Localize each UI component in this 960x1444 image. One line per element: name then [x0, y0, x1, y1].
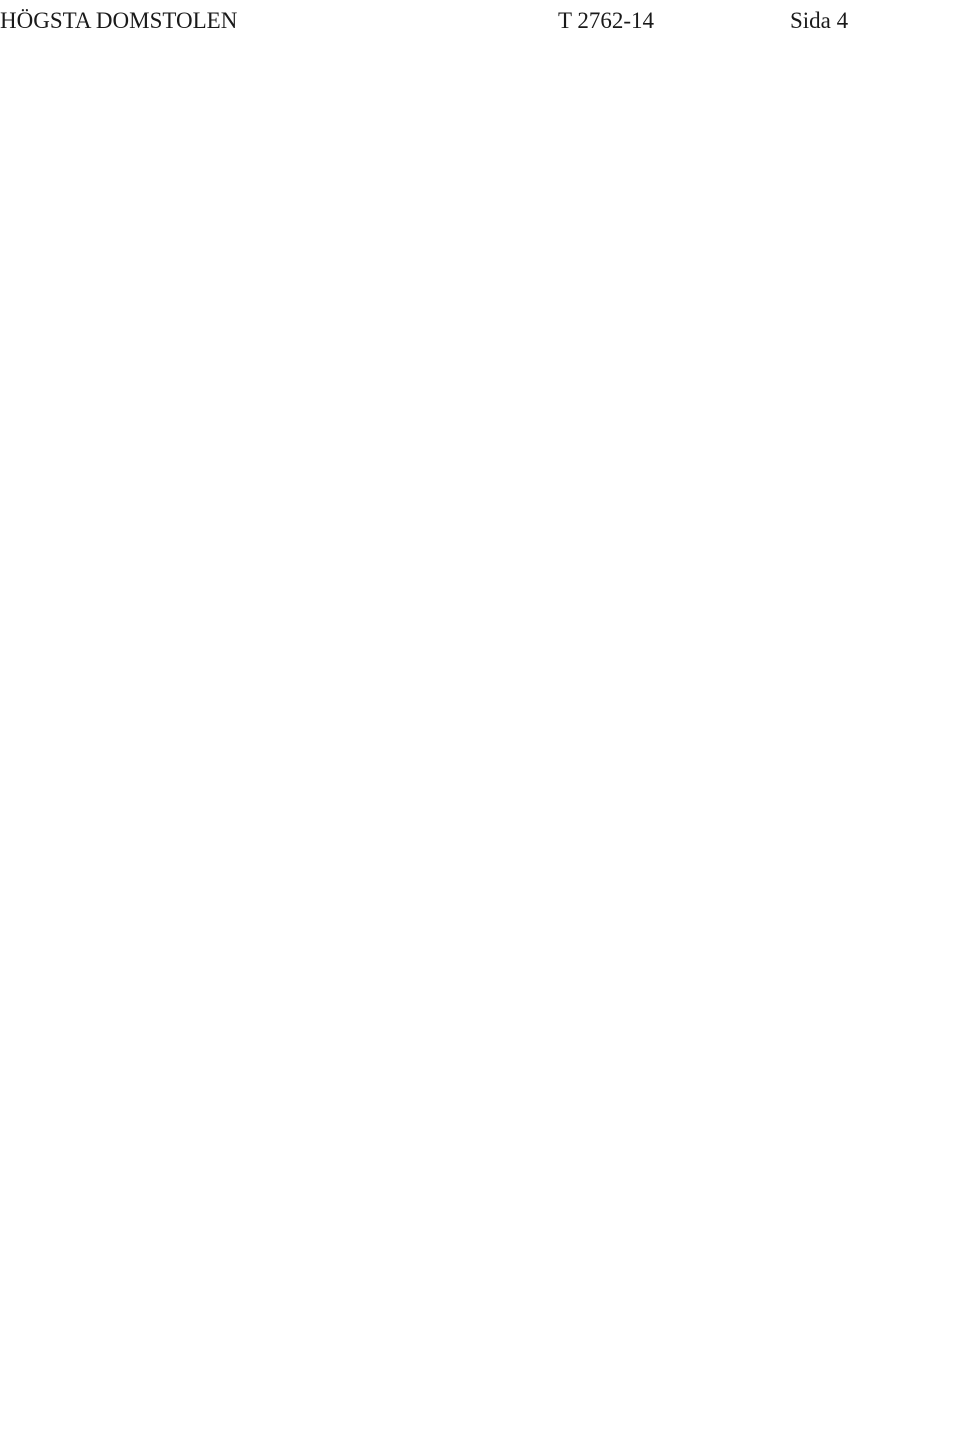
case-number: T 2762-14 — [558, 8, 655, 33]
page-header — [0, 4, 960, 38]
court-name: HÖGSTA DOMSTOLEN — [0, 8, 238, 33]
page-number: Sida 4 — [790, 8, 849, 33]
